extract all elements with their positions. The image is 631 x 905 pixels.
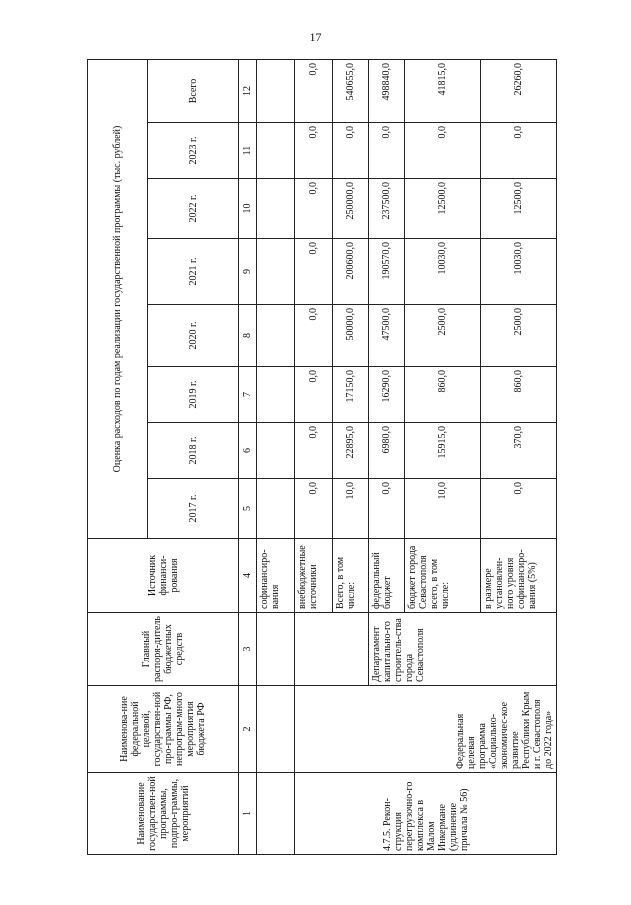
empty-cell xyxy=(256,123,294,179)
source-cell: внебюджетные источники xyxy=(295,539,333,613)
value-cell: 860,0 xyxy=(404,367,480,423)
value-cell: 0,0 xyxy=(404,123,480,179)
header-row-top xyxy=(88,60,148,855)
page-number: 17 xyxy=(309,30,322,44)
value-cell: 12500,0 xyxy=(480,179,556,239)
value-cell: 0,0 xyxy=(295,123,333,179)
empty-cell xyxy=(256,479,294,539)
empty-cell xyxy=(256,686,294,773)
source-cell: бюджет города Севастополя всего, в том числе: xyxy=(404,539,480,613)
table-row xyxy=(256,60,294,855)
header-funding-source: Источник финанси-рования xyxy=(88,539,239,613)
value-cell: 10,0 xyxy=(333,479,369,539)
header-year: 2020 г. xyxy=(148,305,239,367)
value-cell: 0,0 xyxy=(295,305,333,367)
index-cell: 5 xyxy=(239,479,257,539)
index-cell: 6 xyxy=(239,423,257,479)
header-year: 2023 г. xyxy=(148,123,239,179)
empty-cell xyxy=(256,773,294,855)
index-cell: 8 xyxy=(239,305,257,367)
index-cell: 9 xyxy=(239,239,257,305)
value-cell: 10030,0 xyxy=(480,239,556,305)
value-cell: 0,0 xyxy=(333,123,369,179)
table-row xyxy=(295,60,333,855)
value-cell: 12500,0 xyxy=(404,179,480,239)
value-cell: 17150,0 xyxy=(333,367,369,423)
value-cell: 498840,0 xyxy=(368,60,404,123)
value-cell: 10030,0 xyxy=(404,239,480,305)
index-cell: 11 xyxy=(239,123,257,179)
value-cell: 0,0 xyxy=(295,367,333,423)
index-cell: 4 xyxy=(239,539,257,613)
value-cell: 16290,0 xyxy=(368,367,404,423)
value-cell: 0,0 xyxy=(295,423,333,479)
source-cell: в размере установлен-ного уровня софинансиро-вания (5%) xyxy=(480,539,556,613)
header-expenditure-group: Оценка расходов по годам реализации государственной программы (тыс. рублей) xyxy=(88,60,148,539)
manager-cell: Департамент капитально-го строитель-ства города Севастополя xyxy=(368,613,556,686)
header-year: 2018 г. xyxy=(148,423,239,479)
value-cell: 0,0 xyxy=(368,479,404,539)
program-name-cell: Федеральная целевая программа «Социально-экономичес-кое развитие Республики Крым и г. Севастополя до 2022 года» xyxy=(295,686,557,773)
value-cell: 370,0 xyxy=(480,423,556,479)
value-cell: 2500,0 xyxy=(404,305,480,367)
value-cell: 200600,0 xyxy=(333,239,369,305)
value-cell: 860,0 xyxy=(480,367,556,423)
measure-name-cell: 4.7.5. Рекон-струкция перегрузочно-го комплекса в Малом Инкермане (удлинение причала № 56) xyxy=(295,773,557,855)
index-cell: 2 xyxy=(239,686,257,773)
value-cell: 540655,0 xyxy=(333,60,369,123)
column-index-row xyxy=(239,60,257,855)
value-cell: 0,0 xyxy=(368,123,404,179)
empty-cell xyxy=(256,367,294,423)
value-cell: 237500,0 xyxy=(368,179,404,239)
header-year: 2022 г. xyxy=(148,179,239,239)
index-cell: 1 xyxy=(239,773,257,855)
value-cell: 0,0 xyxy=(295,239,333,305)
empty-cell xyxy=(256,60,294,123)
header-federal-program: Наименова-ние федеральной целевой, государствен-ной про-граммы РФ, непрограм-много мероприятия бюджета РФ xyxy=(88,686,239,773)
header-total: Всего xyxy=(148,60,239,123)
source-cell: Всего, в том числе: xyxy=(333,539,369,613)
value-cell: 0,0 xyxy=(480,123,556,179)
header-program-name: Наименование государствен-ной программы, подпро-граммы, мероприятий xyxy=(88,773,239,855)
value-cell: 0,0 xyxy=(295,479,333,539)
value-cell: 2500,0 xyxy=(480,305,556,367)
value-cell: 10,0 xyxy=(404,479,480,539)
empty-cell xyxy=(256,179,294,239)
value-cell: 0,0 xyxy=(480,479,556,539)
value-cell: 26260,0 xyxy=(480,60,556,123)
index-cell: 7 xyxy=(239,367,257,423)
source-cell: федеральный бюджет xyxy=(368,539,404,613)
value-cell: 0,0 xyxy=(295,179,333,239)
header-year: 2019 г. xyxy=(148,367,239,423)
empty-cell xyxy=(256,305,294,367)
value-cell: 15915,0 xyxy=(404,423,480,479)
value-cell: 22895,0 xyxy=(333,423,369,479)
header-year: 2017 г. xyxy=(148,479,239,539)
header-year: 2021 г. xyxy=(148,239,239,305)
empty-cell xyxy=(256,613,294,686)
source-cell: софинансиро-вания xyxy=(256,539,294,613)
empty-cell xyxy=(256,423,294,479)
value-cell: 190570,0 xyxy=(368,239,404,305)
value-cell: 50000,0 xyxy=(333,305,369,367)
value-cell: 250000,0 xyxy=(333,179,369,239)
index-cell: 12 xyxy=(239,60,257,123)
expenditure-table xyxy=(87,59,557,855)
empty-cell xyxy=(256,239,294,305)
index-cell: 10 xyxy=(239,179,257,239)
value-cell: 47500,0 xyxy=(368,305,404,367)
index-cell: 3 xyxy=(239,613,257,686)
value-cell: 41815,0 xyxy=(404,60,480,123)
value-cell: 6980,0 xyxy=(368,423,404,479)
rotated-table-container xyxy=(87,60,557,855)
header-main-manager: Главный распоря-дитель бюджетных средств xyxy=(88,613,239,686)
empty-cell xyxy=(295,613,369,686)
value-cell: 0,0 xyxy=(295,60,333,123)
